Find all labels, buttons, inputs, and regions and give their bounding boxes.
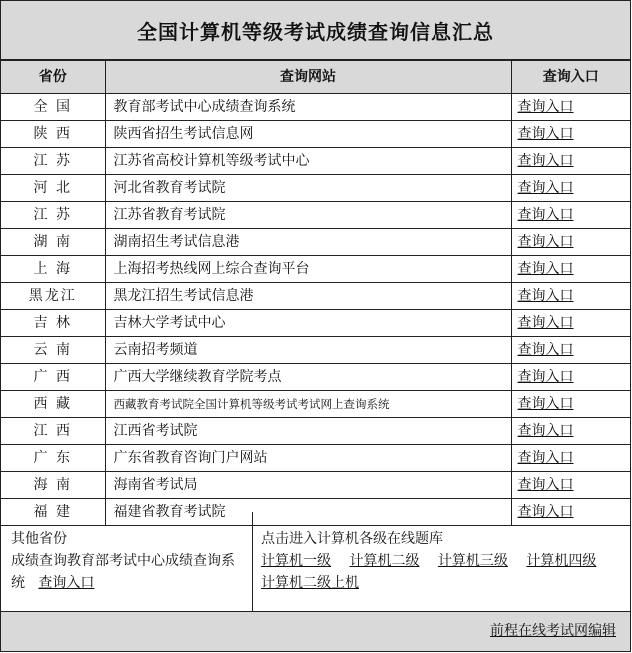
province-cell: 陕 西 — [1, 121, 105, 148]
query-entry-link[interactable]: 查询入口 — [517, 477, 574, 493]
query-entry-link[interactable]: 查询入口 — [517, 99, 574, 115]
province-cell: 全 国 — [1, 94, 105, 121]
query-entry-link[interactable]: 查询入口 — [517, 207, 574, 223]
site-name-cell: 西藏教育考试院全国计算机等级考试考试网上查询系统 — [105, 391, 511, 418]
query-entry-link[interactable]: 查询入口 — [517, 396, 574, 412]
query-entry-link[interactable]: 查询入口 — [517, 450, 574, 466]
question-bank-cell — [253, 512, 630, 611]
province-cell: 江 苏 — [1, 202, 105, 229]
query-entry-link[interactable]: 查询入口 — [517, 504, 574, 520]
bottom-section — [1, 512, 630, 612]
site-name-cell: 广西大学继续教育学院考点 — [105, 364, 511, 391]
query-entry-cell — [511, 283, 630, 310]
site-name-cell: 福建省教育考试院 — [105, 499, 511, 526]
query-entry-cell — [511, 148, 630, 175]
province-cell: 福 建 — [1, 499, 105, 526]
header-province: 省份 — [1, 61, 105, 94]
query-entry-link[interactable]: 查询入口 — [517, 153, 574, 169]
question-bank-intro: 点击进入计算机各级在线题库 — [261, 531, 443, 547]
question-bank-links — [261, 550, 626, 594]
table-row — [1, 391, 630, 418]
question-bank-link[interactable]: 计算机三级 — [437, 553, 508, 569]
query-entry-cell — [511, 445, 630, 472]
query-entry-link[interactable]: 查询入口 — [517, 369, 574, 385]
query-entry-cell — [511, 175, 630, 202]
footer-bar — [1, 612, 630, 652]
query-entry-cell — [511, 391, 630, 418]
province-cell: 海 南 — [1, 472, 105, 499]
header-site: 查询网站 — [105, 61, 511, 94]
table-row — [1, 337, 630, 364]
editor-link[interactable]: 前程在线考试网编辑 — [490, 623, 616, 639]
table-body — [1, 94, 630, 526]
province-cell: 江 西 — [1, 418, 105, 445]
province-cell: 广 西 — [1, 364, 105, 391]
table-row — [1, 229, 630, 256]
question-bank-link[interactable]: 计算机二级上机 — [261, 575, 359, 591]
site-name-cell: 广东省教育咨询门户网站 — [105, 445, 511, 472]
site-name-cell: 吉林大学考试中心 — [105, 310, 511, 337]
table-row — [1, 202, 630, 229]
query-entry-link[interactable]: 查询入口 — [517, 180, 574, 196]
province-cell: 江 苏 — [1, 148, 105, 175]
question-bank-link[interactable]: 计算机二级 — [349, 553, 420, 569]
province-cell: 云 南 — [1, 337, 105, 364]
site-name-cell: 河北省教育考试院 — [105, 175, 511, 202]
query-entry-cell — [511, 256, 630, 283]
other-provinces-text: 成绩查询教育部考试中心成绩查询系统 — [11, 553, 235, 591]
province-cell: 黑龙江 — [1, 283, 105, 310]
query-entry-cell — [511, 94, 630, 121]
table-row — [1, 364, 630, 391]
site-name-cell: 云南招考频道 — [105, 337, 511, 364]
question-bank-link[interactable]: 计算机四级 — [526, 553, 597, 569]
page-title: 全国计算机等级考试成绩查询信息汇总 — [1, 0, 630, 60]
query-entry-link[interactable]: 查询入口 — [517, 234, 574, 250]
query-entry-cell — [511, 310, 630, 337]
query-entry-cell — [511, 121, 630, 148]
query-entry-link[interactable]: 查询入口 — [517, 288, 574, 304]
table-row — [1, 472, 630, 499]
query-entry-link[interactable]: 查询入口 — [517, 126, 574, 142]
query-entry-cell — [511, 337, 630, 364]
query-entry-cell — [511, 418, 630, 445]
query-entry-link[interactable]: 查询入口 — [517, 261, 574, 277]
site-name-cell: 黑龙江招生考试信息港 — [105, 283, 511, 310]
table-row — [1, 283, 630, 310]
other-provinces-query-link[interactable]: 查询入口 — [38, 575, 95, 591]
site-name-cell: 教育部考试中心成绩查询系统 — [105, 94, 511, 121]
table-row — [1, 148, 630, 175]
query-entry-link[interactable]: 查询入口 — [517, 342, 574, 358]
question-bank-link[interactable]: 计算机一级 — [261, 553, 331, 569]
header-entry: 查询入口 — [511, 61, 630, 94]
table-header-row — [1, 61, 630, 94]
query-entry-cell — [511, 364, 630, 391]
query-entry-link[interactable]: 查询入口 — [517, 315, 574, 331]
query-entry-link[interactable]: 查询入口 — [517, 423, 574, 439]
table-row — [1, 175, 630, 202]
province-cell: 湖 南 — [1, 229, 105, 256]
table-row — [1, 256, 630, 283]
table-row — [1, 310, 630, 337]
table-row — [1, 94, 630, 121]
table-row — [1, 121, 630, 148]
query-entry-cell — [511, 472, 630, 499]
site-name-cell: 海南省考试局 — [105, 472, 511, 499]
site-name-cell: 上海招考热线网上综合查询平台 — [105, 256, 511, 283]
site-name-cell: 湖南招生考试信息港 — [105, 229, 511, 256]
query-entry-cell — [511, 202, 630, 229]
province-cell: 广 东 — [1, 445, 105, 472]
site-name-cell: 江苏省高校计算机等级考试中心 — [105, 148, 511, 175]
province-cell: 西 藏 — [1, 391, 105, 418]
other-provinces-label: 其他省份 — [11, 531, 67, 547]
province-cell: 上 海 — [1, 256, 105, 283]
query-table — [1, 60, 630, 526]
site-name-cell: 陕西省招生考试信息网 — [105, 121, 511, 148]
province-cell: 河 北 — [1, 175, 105, 202]
other-provinces-cell — [1, 512, 253, 611]
site-name-cell: 江苏省教育考试院 — [105, 202, 511, 229]
table-row — [1, 445, 630, 472]
province-cell: 吉 林 — [1, 310, 105, 337]
site-name-cell: 江西省考试院 — [105, 418, 511, 445]
query-entry-cell — [511, 229, 630, 256]
table-row — [1, 418, 630, 445]
